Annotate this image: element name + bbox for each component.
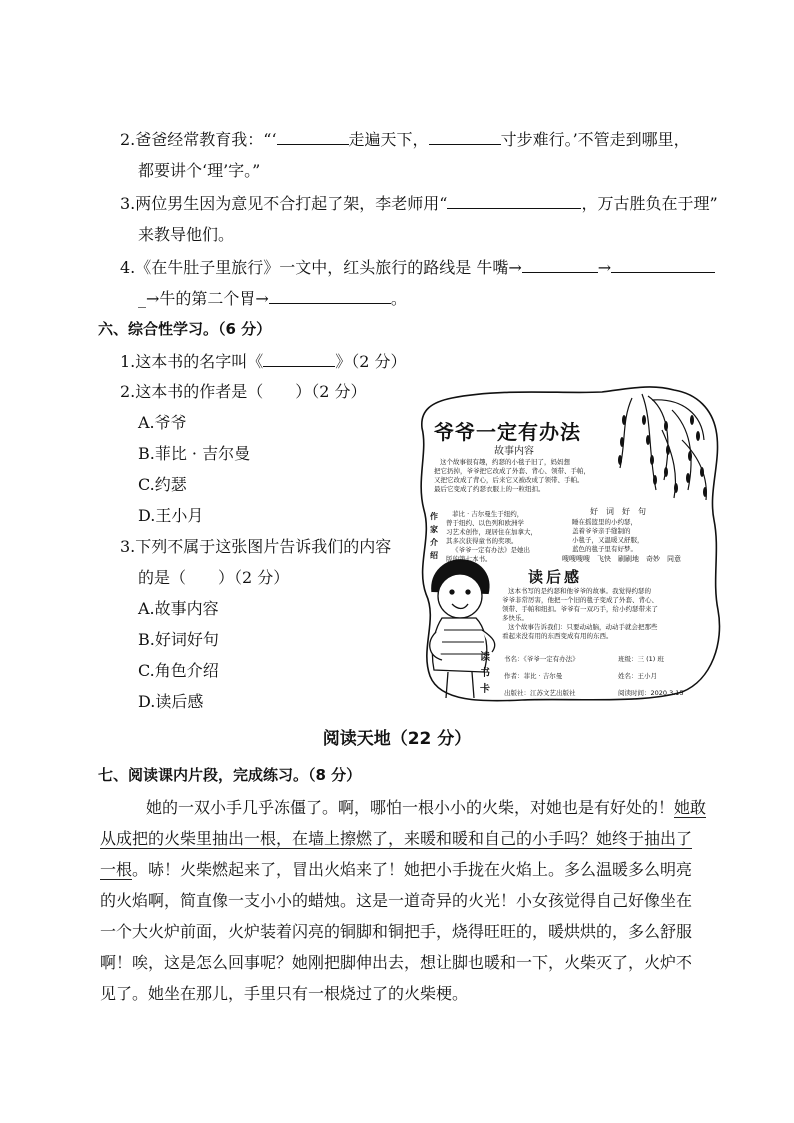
words-line: 小毯子，又温暖又舒服，: [572, 536, 644, 544]
question-3-line-1: [120, 192, 718, 215]
question-number: 3.: [120, 194, 136, 213]
card-label-char: 书: [480, 668, 490, 679]
question-text: 。: [390, 289, 407, 308]
author-line: 其多次获得童书的奖项。: [446, 537, 518, 545]
s6-q2-option-d[interactable]: D.王小月: [138, 506, 204, 525]
s6-question-1: [120, 350, 407, 373]
author-line: 曾于纽约、以色列和欧洲学: [446, 519, 524, 527]
question-text: _→牛的第二个胃→: [138, 289, 269, 308]
story-line: 这个故事很有趣，约瑟的小毯子旧了，妈妈想: [440, 458, 570, 466]
author-line: 菲比 · 吉尔曼生于纽约，: [452, 510, 524, 518]
passage-line: 啊！唉，这是怎么回事呢？她刚把脚伸出去，想让脚也暖和一下，火柴灭了，火炉不: [100, 953, 693, 972]
info-key: 出版社：: [504, 689, 530, 697]
answer-blank[interactable]: [269, 287, 391, 304]
question-text: 《在牛肚子里旅行》一文中，红头旅行的路线是 牛嘴→: [135, 258, 522, 277]
answer-blank[interactable]: [429, 128, 501, 145]
author-label-char: 介: [430, 538, 438, 547]
passage-line: [100, 854, 714, 885]
question-text: 两位男生因为意见不合打起了架，李老师用“: [135, 194, 448, 213]
passage-line: 见了。她坐在那儿，手里只有一根烧过了的火柴梗。: [100, 984, 469, 1003]
info-key: 姓名：: [618, 672, 638, 680]
passage-line: 一个大火炉前面，火炉装着闪亮的铜脚和铜把手，烧得旺旺的，暖烘烘的，多么舒服: [100, 922, 693, 941]
words-heading: 好 词 好 句: [590, 507, 646, 516]
info-row: [504, 654, 579, 663]
s6-question-3: [120, 536, 391, 558]
review-line: 这本书写的是约瑟和他爷爷的故事。我觉得约瑟的: [508, 587, 651, 595]
passage-line: 的火焰啊，简直像一支小小的蜡烛。这是一道奇异的火光！小女孩觉得自己好像坐在: [100, 891, 693, 910]
question-4-line-1: [120, 256, 715, 279]
author-label-char: 绍: [430, 551, 438, 560]
info-row: [618, 671, 657, 680]
reading-section-title: 阅读天地（22 分）: [322, 729, 472, 749]
passage-text: 她的一双小手几乎冻僵了。啊，哪怕一根小小的火柴，对她也是有好处的！: [146, 798, 675, 817]
words-line: 睡在摇篮里的小约瑟，: [572, 518, 637, 526]
review-line: 多快乐。: [502, 614, 528, 622]
author-label: [430, 510, 440, 562]
review-line: 看起来没有用的东西变成有用的东西。: [502, 632, 613, 640]
underlined-text: 她敢: [674, 798, 707, 817]
author-line: 习艺术创作，现居住在加拿大，: [446, 528, 537, 536]
info-value: 三 (1) 班: [637, 655, 664, 663]
passage-text: 。哧！火柴燃起来了，冒出火焰来了！她把小手拢在火焰上。多么温暖多么明亮: [132, 860, 693, 879]
section-6-heading: 六、综合性学习。（6 分）: [98, 320, 272, 338]
s6-q3-option-b[interactable]: B.好词好句: [138, 630, 219, 649]
card-title: 爷爷一定有办法: [434, 420, 581, 444]
passage-line: [116, 792, 714, 823]
info-key: 阅读时间：: [618, 689, 651, 697]
question-number: 3.: [120, 537, 136, 556]
info-value: 2020.3.15: [650, 689, 684, 697]
review-line: 爷爷非常厉害，他把一个旧的毯子变成了外套、背心、: [502, 596, 658, 604]
author-line: 版的第七本书。: [446, 555, 492, 563]
info-row: [618, 688, 684, 697]
author-label-char: 家: [430, 525, 438, 534]
question-number: 2.: [120, 130, 136, 149]
author-line: 《爷爷一定有办法》是她出: [452, 546, 530, 554]
reading-card-illustration: [412, 380, 728, 706]
question-text: ，万古胜负在于理”: [581, 194, 718, 213]
question-text: 这本书的名字叫《: [135, 352, 264, 371]
review-line: 这个故事告诉我们：只要动动脑，动动手就会把那些: [508, 623, 658, 631]
arrow-text: →: [597, 258, 612, 277]
info-value: 江苏文艺出版社: [530, 689, 576, 697]
s6-q2-option-a[interactable]: A.爷爷: [138, 413, 187, 432]
card-label-char: 卡: [480, 684, 490, 695]
question-2-line-2: 都要讲个‘理’字。”: [138, 161, 261, 180]
question-text: 寸步难行。’不管走到哪里，: [500, 130, 690, 149]
story-heading: 故事内容: [494, 446, 534, 457]
info-row: [504, 671, 562, 680]
answer-blank[interactable]: [611, 256, 715, 273]
answer-blank[interactable]: [522, 256, 598, 273]
question-number: 2.: [120, 382, 136, 401]
author-label-char: 作: [430, 512, 438, 521]
question-text: 下列不属于这张图片告诉我们的内容: [135, 537, 392, 556]
info-value: 菲比 · 吉尔曼: [523, 672, 563, 680]
info-value: 《爷爷一定有办法》: [523, 655, 579, 663]
s6-q2-option-c[interactable]: C.约瑟: [138, 475, 187, 494]
review-line: 领带、手帕和纽扣。爷爷有一双巧手，给小约瑟带来了: [502, 605, 658, 613]
words-line: 盖着爷爷亲手缝制的: [572, 527, 631, 535]
story-line: 最后它变成了约瑟衣服上的一粒纽扣。: [434, 485, 545, 493]
answer-blank[interactable]: [277, 128, 349, 145]
question-number: 1.: [120, 352, 136, 371]
info-key: 书名：: [504, 655, 524, 663]
s6-q3-option-a[interactable]: A.故事内容: [138, 599, 219, 618]
info-key: 作者：: [504, 672, 524, 680]
card-label-char: 读: [480, 652, 490, 663]
story-line: 又把它改成了背心，后来它又被改成了领带、手帕。: [434, 476, 584, 484]
underlined-text: 一根: [100, 860, 133, 879]
s6-question-2: [120, 381, 367, 403]
question-text: 爸爸经常教育我：“‘: [135, 130, 277, 149]
s6-q2-option-b[interactable]: B.菲比 · 吉尔曼: [138, 444, 251, 463]
question-text: 》（2 分）: [335, 352, 407, 371]
passage: [100, 792, 714, 1009]
question-text: 走遍天下，: [348, 130, 429, 149]
question-2-line-1: [120, 128, 690, 151]
words-line: 蓝色的毯子里有好梦。: [572, 545, 637, 553]
info-key: 班级：: [618, 655, 638, 663]
question-4-line-2: [138, 287, 407, 310]
question-text: 这本书的作者是（ ）（2 分）: [135, 382, 367, 401]
underlined-text: 从成把的火柴里抽出一根，在墙上擦燃了，来暖和暖和自己的小手吗？她终于抽出了: [100, 829, 693, 848]
story-line: 把它扔掉，爷爷把它改成了外套、背心、领带、手帕，: [434, 467, 590, 475]
s6-q3-option-d[interactable]: D.读后感: [138, 692, 204, 711]
info-row: [504, 688, 576, 697]
reading-card-label: [480, 650, 494, 698]
review-heading: 读后感: [528, 568, 583, 586]
info-row: [618, 654, 664, 663]
question-3-line-2: 来教导他们。: [138, 225, 235, 244]
passage-line: [100, 823, 714, 854]
info-value: 王小月: [637, 672, 657, 680]
s6-question-3-line-2: 的是（ ）（2 分）: [138, 568, 290, 587]
s6-q3-option-c[interactable]: C.角色介绍: [138, 661, 219, 680]
answer-blank[interactable]: [263, 350, 335, 367]
section-7-heading: 七、阅读课内片段，完成练习。（8 分）: [98, 766, 362, 784]
words-row: 嗖嗖嗖嗖 飞快 刷刷地 奇妙 同意: [562, 555, 681, 563]
question-number: 4.: [120, 258, 136, 277]
answer-blank[interactable]: [447, 192, 581, 209]
